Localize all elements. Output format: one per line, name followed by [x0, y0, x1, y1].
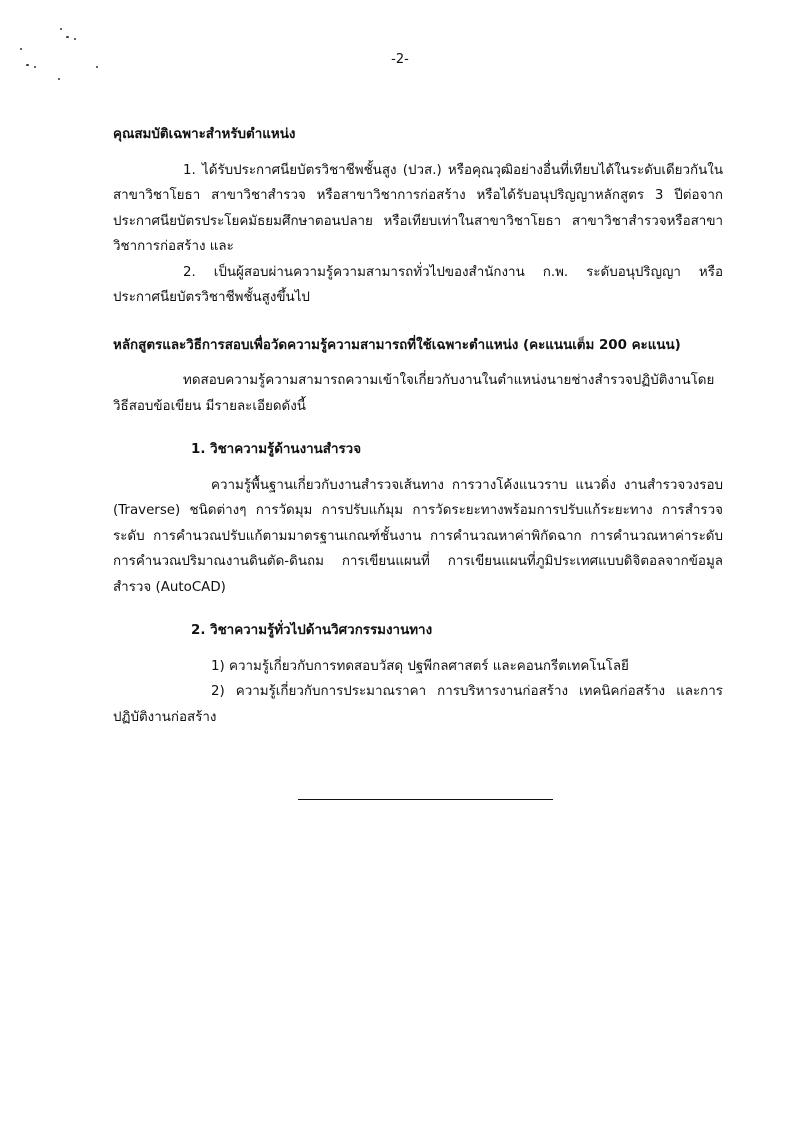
page-number: -2-: [391, 52, 409, 67]
document-body: [113, 122, 723, 730]
scan-speck: [74, 38, 76, 40]
subject-2-point-1: 1) ความรู้เกี่ยวกับการทดสอบวัสดุ ปฐพีกลศาสตร์ และคอนกรีตเทคโนโลยี: [211, 658, 629, 674]
scan-speck: [58, 78, 60, 80]
qualifications-heading: คุณสมบัติเฉพาะสำหรับตำแหน่ง: [113, 127, 296, 142]
subject-2-title: 2. วิชาความรู้ทั่วไปด้านวิศวกรรมงานทาง: [191, 623, 433, 638]
scan-speck: [66, 36, 69, 38]
subject-1-body: ความรู้พื้นฐานเกี่ยวกับงานสำรวจเส้นทาง การวางโค้งแนวราบ แนวดิ่ง งานสำรวจวงรอบ (Traverse) ชนิดต่างๆ การวัดมุม การปรับแก้มุม การวัดระยะทางพร้อมการปรับแก้ระยะทาง การสำรวจระดับ การคำนวณปรับแก้ตามมาตรฐานเกณฑ์ชั้นงาน การคำนวณหาค่าพิกัดฉาก การคำนวณหาค่าระดับ การคำนวณปริมาณงานดินตัด-ดินถม การเขียนแผนที่ การเขียนแผนที่ภูมิประเทศแบบดิจิตอลจากข้อมูลสำรวจ (AutoCAD): [113, 477, 723, 595]
subject-1-title: 1. วิชาความรู้ด้านงานสำรวจ: [191, 442, 362, 457]
scan-speck: [60, 28, 62, 30]
exam-heading: หลักสูตรและวิธีการสอบเพื่อวัดความรู้ความสามารถที่ใช้เฉพาะตำแหน่ง (คะแนนเต็ม 200 คะแนน): [113, 337, 681, 353]
exam-intro: ทดสอบความรู้ความสามารถความเข้าใจเกี่ยวกับงานในตำแหน่งนายช่างสำรวจปฏิบัติงานโดยวิธีสอบข้อเขียน มีรายละเอียดดังนี้: [113, 373, 715, 414]
subject-2-point-2: 2) ความรู้เกี่ยวกับการประมาณราคา การบริหารงานก่อสร้าง เทคนิคก่อสร้าง และการปฏิบัติงานก่อสร้าง: [113, 684, 723, 725]
end-of-document-rule: [298, 799, 553, 800]
qualification-item-1: 1. ได้รับประกาศนียบัตรวิชาชีพชั้นสูง (ปวส.) หรือคุณวุฒิอย่างอื่นที่เทียบได้ในระดับเดียวกันในสาขาวิชาโยธา สาขาวิชาสำรวจ หรือสาขาวิชาการก่อสร้าง หรือได้รับอนุปริญญาหลักสูตร 3 ปีต่อจากประกาศนียบัตรประโยคมัธยมศึกษาตอนปลาย หรือเทียบเท่าในสาขาวิชาโยธา สาขาวิชาสำรวจหรือสาขาวิชาการก่อสร้าง และ: [113, 162, 723, 254]
scan-speck: [20, 48, 22, 50]
qualification-item-2: 2. เป็นผู้สอบผ่านความรู้ความสามารถทั่วไปของสำนักงาน ก.พ. ระดับอนุปริญญา หรือประกาศนียบัตรวิชาชีพชั้นสูงขึ้นไป: [113, 264, 723, 305]
